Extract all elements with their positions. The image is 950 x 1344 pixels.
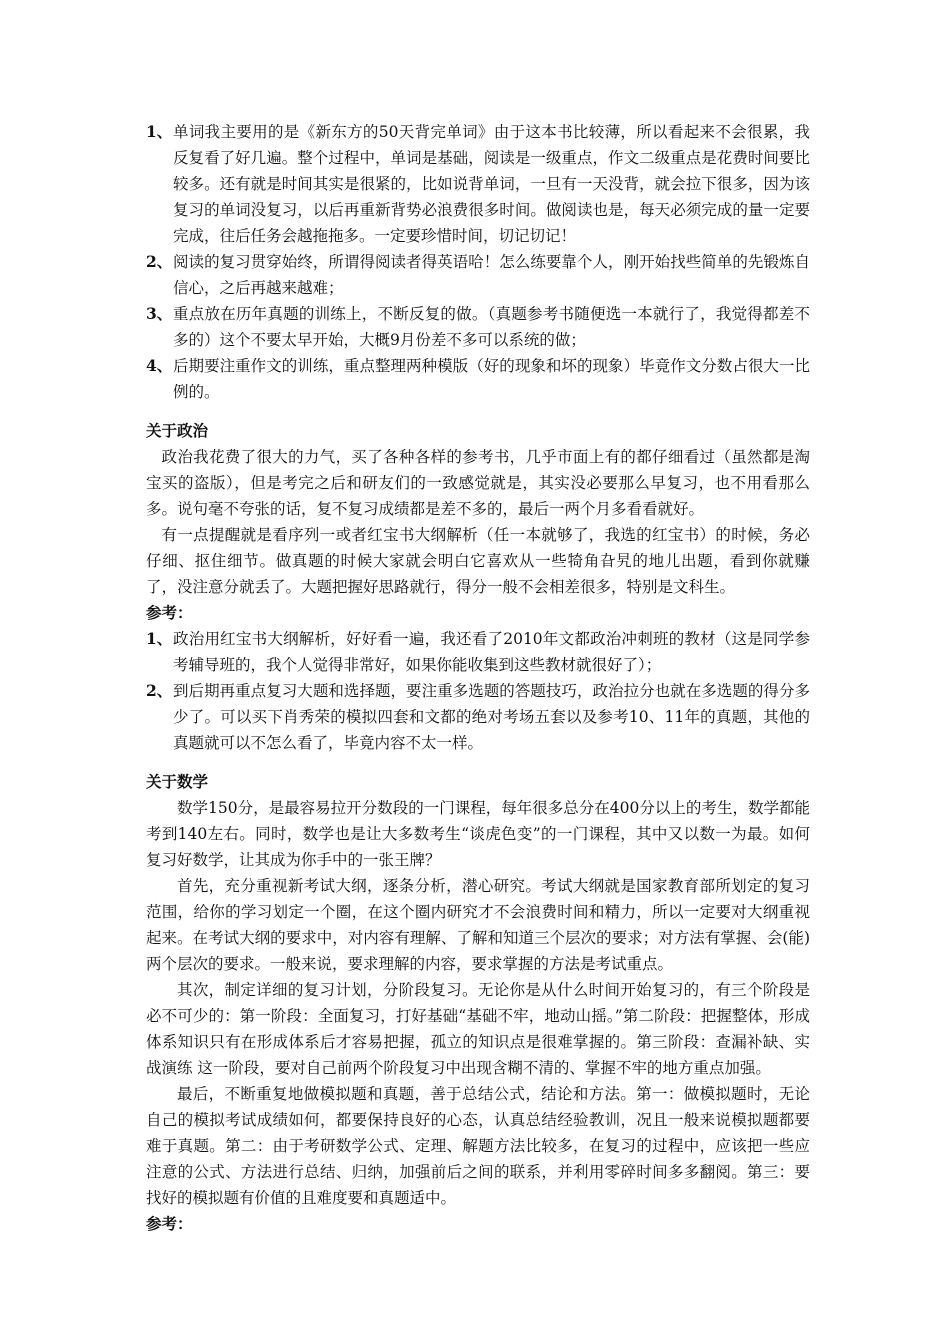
math-reference-label: 参考： <box>146 1214 193 1233</box>
list-number: 1、 <box>146 629 173 648</box>
list-number: 3、 <box>146 304 173 323</box>
list-number: 2、 <box>146 252 173 271</box>
english-tip-3 <box>146 301 810 353</box>
document-page <box>146 119 810 1237</box>
list-number: 2、 <box>146 681 173 700</box>
math-heading: 关于数学 <box>146 772 209 791</box>
list-number: 4、 <box>146 356 173 375</box>
politics-paragraph-2: 有一点提醒就是看序列一或者红宝书大纲解析（任一本就够了，我选的红宝书）的时候，务必仔细、抠住细节。做真题的时候大家就会明白它喜欢从一些犄角旮旯的地儿出题，看到你就赚了，没注意分就丢了。大题把握好思路就行，得分一般不会相差很多，特别是文科生。 <box>146 526 810 596</box>
list-text: 后期要注重作文的训练，重点整理两种模版（好的现象和坏的现象）毕竟作文分数占很大一比例的。 <box>173 357 810 401</box>
politics-reference-1 <box>146 626 810 678</box>
english-tip-1 <box>146 119 810 249</box>
english-tip-4 <box>146 353 810 405</box>
list-text: 重点放在历年真题的训练上，不断反复的做。（真题参考书随便选一本就行了，我觉得都差不多的）这个不要太早开始，大概9月份差不多可以系统的做； <box>173 305 810 349</box>
politics-reference-label: 参考： <box>146 603 193 622</box>
math-paragraph-2: 首先，充分重视新考试大纲，逐条分析，潜心研究。考试大纲就是国家教育部所划定的复习范围，给你的学习划定一个圈，在这个圈内研究才不会浪费时间和精力，所以一定要对大纲重视起来。在考试大纲的要求中，对内容有理解、了解和知道三个层次的要求；对方法有掌握、会(能)两个层次的要求。一般来说，要求理解的内容，要求掌握的方法是考试重点。 <box>146 877 810 973</box>
politics-heading: 关于政治 <box>146 421 209 440</box>
math-paragraph-4: 最后，不断重复地做模拟题和真题，善于总结公式，结论和方法。第一：做模拟题时，无论自己的模拟考试成绩如何，都要保持良好的心态，认真总结经验教训，况且一般来说模拟题都要难于真题。第二：由于考研数学公式、定理、解题方法比较多，在复习的过程中，应该把一些应注意的公式、方法进行总结、归纳，加强前后之间的联系，并利用零碎时间多多翻阅。第三：要找好的模拟题有价值的且难度要和真题适中。 <box>146 1085 810 1207</box>
list-text: 单词我主要用的是《新东方的50天背完单词》由于这本书比较薄，所以看起来不会很累，我反复看了好几遍。整个过程中，单词是基础，阅读是一级重点，作文二级重点是花费时间要比较多。还有就是时间其实是很紧的，比如说背单词，一旦有一天没背，就会拉下很多，因为该复习的单词没复习，以后再重新背势必浪费很多时间。做阅读也是，每天必须完成的量一定要完成，往后任务会越拖拖多。一定要珍惜时间，切记切记！ <box>173 123 810 245</box>
politics-reference-2 <box>146 678 810 756</box>
list-text: 政治用红宝书大纲解析，好好看一遍，我还看了2010年文都政治冲刺班的教材（这是同学参考辅导班的，我个人觉得非常好，如果你能收集到这些教材就很好了）； <box>173 630 810 674</box>
list-text: 阅读的复习贯穿始终，所谓得阅读者得英语哈！怎么练要靠个人，刚开始找些简单的先锻炼自信心，之后再越来越难； <box>173 253 810 297</box>
politics-paragraph-1: 政治我花费了很大的力气，买了各种各样的参考书，几乎市面上有的都仔细看过（虽然都是淘宝买的盗版），但是考完之后和研友们的一致感觉就是，其实没必要那么早复习，也不用看那么多。说句毫不夸张的话，复不复习成绩都是差不多的，最后一两个月多看看就好。 <box>146 448 810 518</box>
english-tip-2 <box>146 249 810 301</box>
list-number: 1、 <box>146 122 173 141</box>
math-paragraph-1: 数学150分，是最容易拉开分数段的一门课程，每年很多总分在400分以上的考生，数学都能考到140左右。同时，数学也是让大多数考生“谈虎色变”的一门课程，其中又以数一为最。如何复习好数学，让其成为你手中的一张王牌？ <box>146 799 810 869</box>
list-text: 到后期再重点复习大题和选择题，要注重多选题的答题技巧，政治拉分也就在多选题的得分多少了。可以买下肖秀荣的模拟四套和文都的绝对考场五套以及参考10、11年的真题，其他的真题就可以不怎么看了，毕竟内容不太一样。 <box>173 682 810 752</box>
math-paragraph-3: 其次，制定详细的复习计划，分阶段复习。无论你是从什么时间开始复习的，有三个阶段是必不可少的：第一阶段：全面复习，打好基础“基础不牢，地动山摇。”第二阶段：把握整体，形成体系知识只有在形成体系后才容易把握，孤立的知识点是很难掌握的。第三阶段：查漏补缺、实战演练 这一阶段，要对自己前两个阶段复习中出现含糊不清的、掌握不牢的地方重点加强。 <box>146 981 810 1077</box>
